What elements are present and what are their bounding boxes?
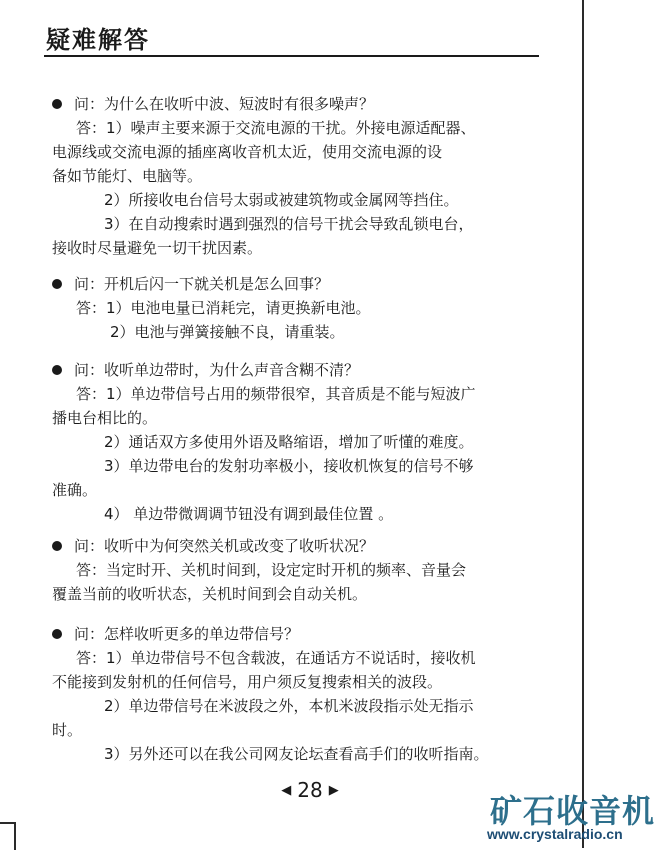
faq-item [52, 358, 572, 526]
faq-answer-line: 3）单边带电台的发射功率极小，接收机恢复的信号不够 [104, 457, 474, 475]
watermark-url: www.crystalradio.cn [487, 826, 623, 842]
page-corner-mark [0, 822, 16, 850]
faq-question: 问：收听中为何突然关机或改变了收听状况？ [52, 534, 572, 558]
faq-question: 问：开机后闪一下就关机是怎么回事？ [52, 272, 572, 296]
faq-answer-line: 答：1）单边带信号不包含载波，在通话方不说话时，接收机 [76, 649, 476, 667]
faq-item [52, 92, 572, 260]
faq-answer-line: 覆盖当前的收听状态，关机时间到会自动关机。 [52, 585, 368, 603]
bullet-icon [52, 541, 62, 551]
faq-answer-line: 准确。 [52, 481, 98, 499]
faq-answer-line: 接收时尽量避免一切干扰因素。 [52, 239, 263, 257]
page-indicator [270, 776, 350, 804]
arrow-left-icon: ◀ [281, 782, 292, 798]
faq-item [52, 534, 572, 606]
faq-answer-line: 备如节能灯、电脑等。 [52, 167, 203, 185]
faq-item [52, 272, 572, 344]
watermark-logo: 矿石收音机 [490, 792, 656, 830]
faq-answer-line: 答：当定时开、关机时间到，设定定时开机的频率、音量会 [76, 561, 467, 579]
page-edge-line [582, 0, 584, 848]
faq-answer-line: 3）在自动搜索时遇到强烈的信号干扰会导致乱锁电台， [104, 215, 474, 233]
faq-answer-line: 2）单边带信号在米波段之外，本机米波段指示处无指示 [104, 697, 474, 715]
faq-answer-line: 时。 [52, 721, 83, 739]
faq-answer-line: 2）所接收电台信号太弱或被建筑物或金属网等挡住。 [104, 191, 459, 209]
title-underline [44, 55, 539, 57]
bullet-icon [52, 629, 62, 639]
bullet-icon [52, 365, 62, 375]
faq-answer-line: 电源线或交流电源的插座离收音机太近，使用交流电源的设 [52, 143, 443, 161]
faq-question: 问：为什么在收听中波、短波时有很多噪声？ [52, 92, 572, 116]
faq-question: 问：收听单边带时，为什么声音含糊不清？ [52, 358, 572, 382]
faq-question: 问：怎样收听更多的单边带信号？ [52, 622, 572, 646]
page-number: 28 [297, 778, 323, 802]
page-title: 疑难解答 [46, 26, 150, 54]
faq-answer-line: 播电台相比的。 [52, 409, 158, 427]
faq-answer-line: 2）通话双方多使用外语及略缩语，增加了听懂的难度。 [104, 433, 474, 451]
faq-answer-line: 不能接到发射机的任何信号，用户须反复搜索相关的波段。 [52, 673, 443, 691]
faq-answer-line: 答：1）噪声主要来源于交流电源的干扰。外接电源适配器、 [76, 119, 476, 137]
faq-item [52, 622, 572, 766]
faq-answer-line: 3）另外还可以在我公司网友论坛查看高手们的收听指南。 [104, 745, 489, 763]
arrow-right-icon: ▶ [328, 782, 339, 798]
bullet-icon [52, 99, 62, 109]
faq-answer-line: 2）电池与弹簧接触不良，请重装。 [110, 323, 345, 341]
faq-answer-line: 4） 单边带微调调节钮没有调到最佳位置 。 [104, 505, 394, 523]
faq-answer-line: 答：1）电池电量已消耗完，请更换新电池。 [76, 299, 371, 317]
bullet-icon [52, 279, 62, 289]
faq-answer-line: 答：1）单边带信号占用的频带很窄，其音质是不能与短波广 [76, 385, 476, 403]
